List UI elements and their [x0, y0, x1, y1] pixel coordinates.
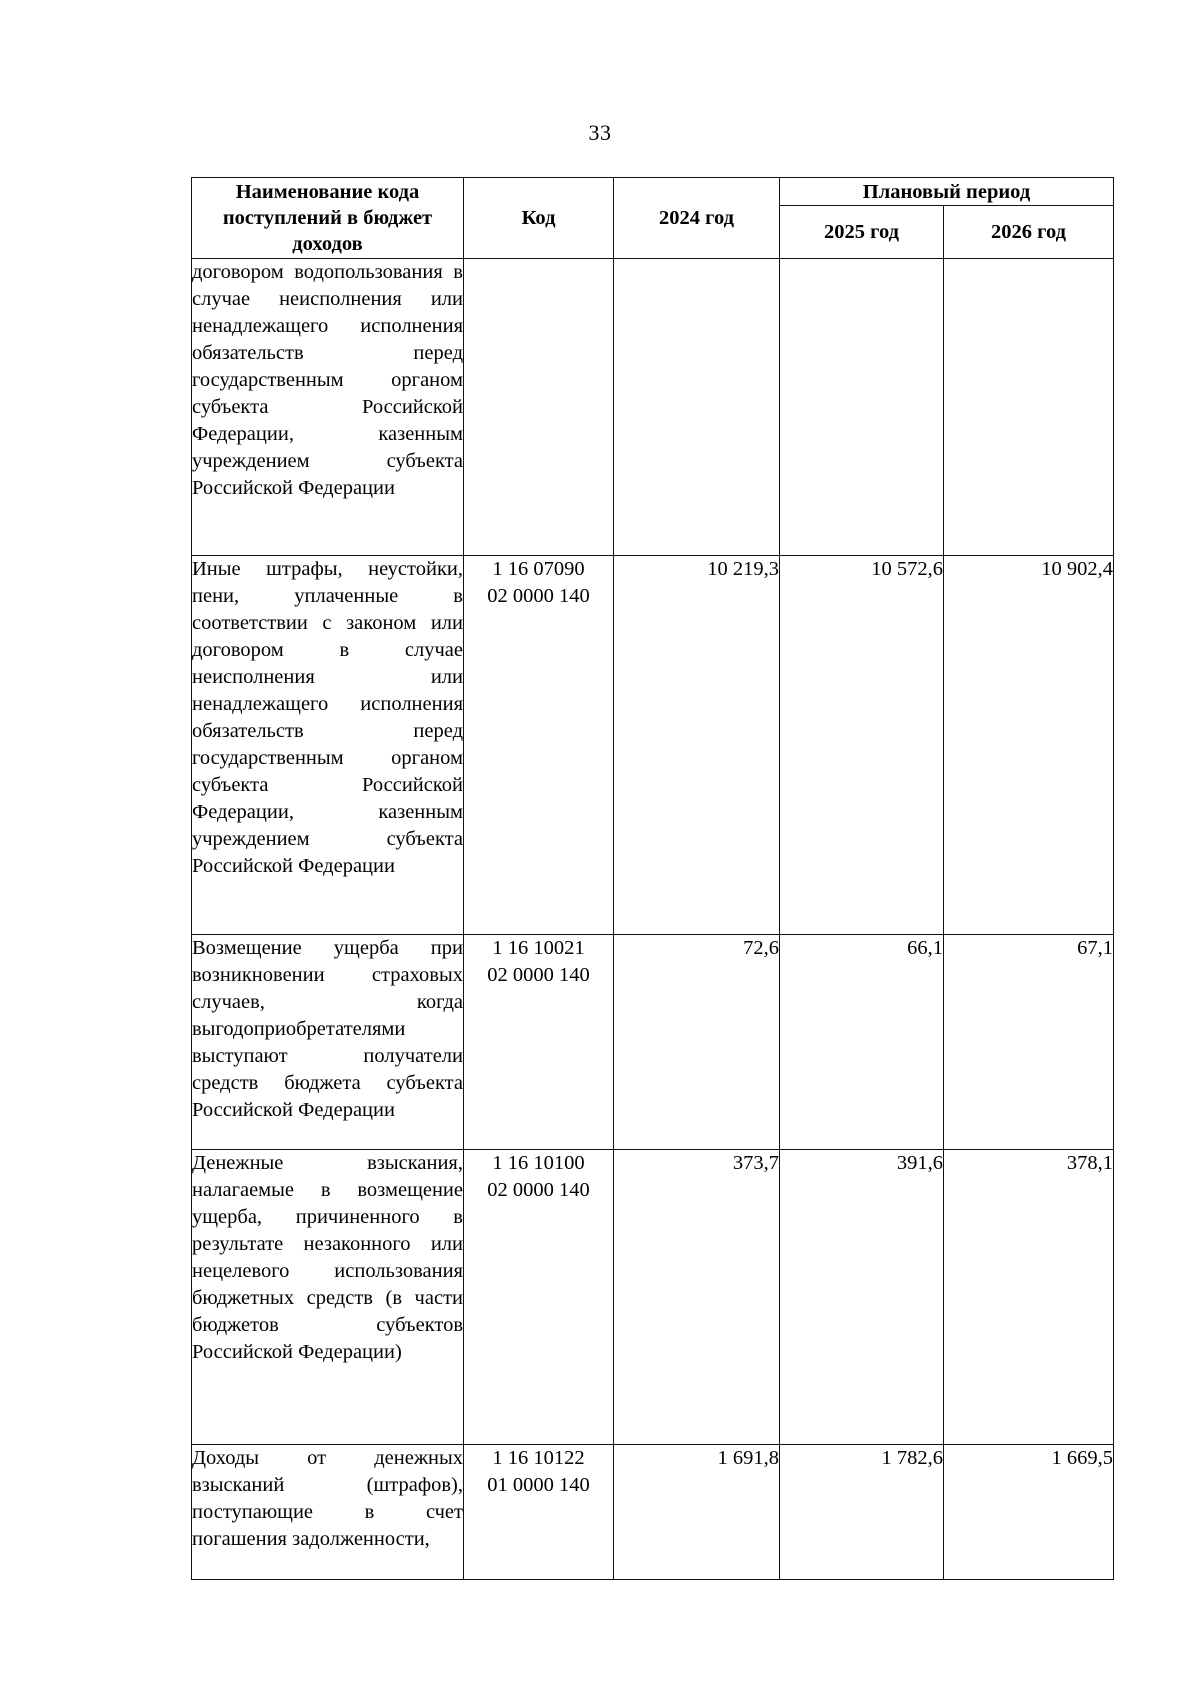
header-planned-period: Плановый период	[780, 178, 1114, 206]
revenue-table	[191, 177, 1114, 1580]
row-name: Иные штрафы, неустойки, пени, уплаченные в соответствии с законом или договором в случае неисполнения или ненадлежащего исполнения обязательств перед государственным органом субъекта Российской Федерации, казенным учреждением субъекта Российской Федерации	[192, 556, 464, 935]
row-code	[464, 1150, 614, 1445]
row-value-2026: 378,1	[944, 1150, 1114, 1445]
row-code-part2: 02 0000 140	[487, 964, 590, 986]
row-value-2026	[944, 259, 1114, 556]
row-code	[464, 556, 614, 935]
row-value-2024: 1 691,8	[614, 1445, 780, 1580]
row-value-2025	[780, 259, 944, 556]
header-2026: 2026 год	[944, 206, 1114, 259]
row-code-part1: 1 16 07090	[492, 558, 585, 580]
row-value-2024	[614, 259, 780, 556]
row-code	[464, 259, 614, 556]
row-value-2026: 1 669,5	[944, 1445, 1114, 1580]
row-code-part2: 02 0000 140	[487, 585, 590, 607]
page-number: 33	[588, 120, 612, 145]
row-code-part2: 01 0000 140	[487, 1474, 590, 1496]
row-name: Денежные взыскания, налагаемые в возмещение ущерба, причиненного в результате незаконного или нецелевого использования бюджетных средств (в части бюджетов субъектов Российской Федерации)	[192, 1150, 464, 1445]
header-code: Код	[464, 178, 614, 259]
header-2025: 2025 год	[780, 206, 944, 259]
row-value-2025: 391,6	[780, 1150, 944, 1445]
table-row	[192, 1445, 1114, 1580]
row-code-part2: 02 0000 140	[487, 1179, 590, 1201]
row-value-2024: 10 219,3	[614, 556, 780, 935]
row-name: Возмещение ущерба при возникновении страховых случаев, когда выгодоприобретателями выступают получатели средств бюджета субъекта Российской Федерации	[192, 935, 464, 1150]
table-row	[192, 259, 1114, 556]
header-2024: 2024 год	[614, 178, 780, 259]
row-code	[464, 935, 614, 1150]
row-value-2026: 10 902,4	[944, 556, 1114, 935]
table-row	[192, 556, 1114, 935]
row-code-part1: 1 16 10100	[492, 1152, 585, 1174]
table-row	[192, 1150, 1114, 1445]
row-code-part1: 1 16 10122	[492, 1447, 585, 1469]
row-value-2024: 373,7	[614, 1150, 780, 1445]
row-name: Доходы от денежных взысканий (штрафов), поступающие в счет погашения задолженности,	[192, 1445, 464, 1580]
row-value-2025: 66,1	[780, 935, 944, 1150]
table-row	[192, 935, 1114, 1150]
row-value-2025: 10 572,6	[780, 556, 944, 935]
row-code-part1: 1 16 10021	[492, 937, 585, 959]
header-name: Наименование кода поступлений в бюджет доходов	[192, 178, 464, 259]
row-code	[464, 1445, 614, 1580]
row-value-2025: 1 782,6	[780, 1445, 944, 1580]
row-name: договором водопользования в случае неисполнения или ненадлежащего исполнения обязательств перед государственным органом субъекта Российской Федерации, казенным учреждением субъекта Российской Федерации	[192, 259, 464, 556]
row-value-2026: 67,1	[944, 935, 1114, 1150]
row-value-2024: 72,6	[614, 935, 780, 1150]
